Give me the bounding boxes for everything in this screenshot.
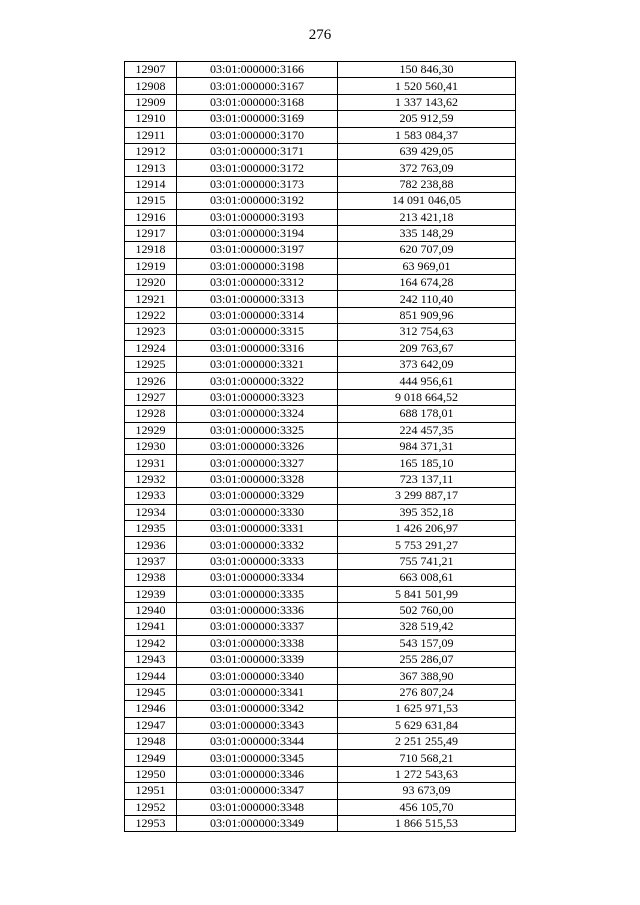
row-number-cell: 12920 [125, 275, 177, 291]
row-number-cell: 12937 [125, 553, 177, 569]
table-row [125, 701, 516, 717]
cadastral-number-cell: 03:01:000000:3192 [177, 193, 338, 209]
cadastral-value-cell: 755 741,21 [338, 553, 516, 569]
row-number-cell: 12919 [125, 258, 177, 274]
table-row [125, 340, 516, 356]
cadastral-value-cell: 710 568,21 [338, 750, 516, 766]
row-number-cell: 12936 [125, 537, 177, 553]
cadastral-value-cell: 372 763,09 [338, 160, 516, 176]
cadastral-value-cell: 276 807,24 [338, 684, 516, 700]
table-row [125, 815, 516, 831]
row-number-cell: 12914 [125, 176, 177, 192]
cadastral-number-cell: 03:01:000000:3197 [177, 242, 338, 258]
cadastral-number-cell: 03:01:000000:3337 [177, 619, 338, 635]
row-number-cell: 12928 [125, 406, 177, 422]
table-row [125, 668, 516, 684]
cadastral-number-cell: 03:01:000000:3170 [177, 127, 338, 143]
table-row [125, 717, 516, 733]
cadastral-value-cell: 1 426 206,97 [338, 520, 516, 536]
table-row [125, 520, 516, 536]
cadastral-value-cell: 1 520 560,41 [338, 78, 516, 94]
cadastral-number-cell: 03:01:000000:3343 [177, 717, 338, 733]
table-row [125, 488, 516, 504]
cadastral-number-cell: 03:01:000000:3314 [177, 307, 338, 323]
cadastral-value-cell: 9 018 664,52 [338, 389, 516, 405]
table-row [125, 209, 516, 225]
table-row [125, 553, 516, 569]
cadastral-value-cell: 688 178,01 [338, 406, 516, 422]
row-number-cell: 12909 [125, 94, 177, 110]
cadastral-number-cell: 03:01:000000:3313 [177, 291, 338, 307]
cadastral-number-cell: 03:01:000000:3346 [177, 766, 338, 782]
row-number-cell: 12922 [125, 307, 177, 323]
table-row [125, 324, 516, 340]
row-number-cell: 12930 [125, 438, 177, 454]
row-number-cell: 12921 [125, 291, 177, 307]
table-row [125, 94, 516, 110]
cadastral-value-cell: 782 238,88 [338, 176, 516, 192]
cadastral-number-cell: 03:01:000000:3194 [177, 225, 338, 241]
row-number-cell: 12951 [125, 783, 177, 799]
row-number-cell: 12927 [125, 389, 177, 405]
cadastral-value-cell: 851 909,96 [338, 307, 516, 323]
table-row [125, 225, 516, 241]
cadastral-value-table [124, 61, 516, 832]
cadastral-value-cell: 543 157,09 [338, 635, 516, 651]
cadastral-value-cell: 1 272 543,63 [338, 766, 516, 782]
cadastral-number-cell: 03:01:000000:3342 [177, 701, 338, 717]
row-number-cell: 12929 [125, 422, 177, 438]
cadastral-value-cell: 213 421,18 [338, 209, 516, 225]
cadastral-number-cell: 03:01:000000:3329 [177, 488, 338, 504]
cadastral-number-cell: 03:01:000000:3193 [177, 209, 338, 225]
row-number-cell: 12948 [125, 734, 177, 750]
table-row [125, 750, 516, 766]
cadastral-number-cell: 03:01:000000:3338 [177, 635, 338, 651]
cadastral-value-cell: 242 110,40 [338, 291, 516, 307]
row-number-cell: 12953 [125, 815, 177, 831]
row-number-cell: 12934 [125, 504, 177, 520]
page-number: 276 [308, 27, 332, 43]
row-number-cell: 12917 [125, 225, 177, 241]
cadastral-number-cell: 03:01:000000:3316 [177, 340, 338, 356]
cadastral-number-cell: 03:01:000000:3340 [177, 668, 338, 684]
row-number-cell: 12932 [125, 471, 177, 487]
cadastral-number-cell: 03:01:000000:3336 [177, 602, 338, 618]
cadastral-number-cell: 03:01:000000:3344 [177, 734, 338, 750]
row-number-cell: 12916 [125, 209, 177, 225]
cadastral-number-cell: 03:01:000000:3172 [177, 160, 338, 176]
cadastral-value-cell: 63 969,01 [338, 258, 516, 274]
cadastral-number-cell: 03:01:000000:3333 [177, 553, 338, 569]
row-number-cell: 12935 [125, 520, 177, 536]
cadastral-number-cell: 03:01:000000:3345 [177, 750, 338, 766]
cadastral-number-cell: 03:01:000000:3330 [177, 504, 338, 520]
table-row [125, 537, 516, 553]
table-row [125, 504, 516, 520]
cadastral-value-cell: 5 753 291,27 [338, 537, 516, 553]
table-row [125, 78, 516, 94]
table-row [125, 127, 516, 143]
row-number-cell: 12907 [125, 62, 177, 78]
cadastral-number-cell: 03:01:000000:3167 [177, 78, 338, 94]
cadastral-number-cell: 03:01:000000:3349 [177, 815, 338, 831]
cadastral-number-cell: 03:01:000000:3339 [177, 652, 338, 668]
row-number-cell: 12947 [125, 717, 177, 733]
cadastral-value-cell: 164 674,28 [338, 275, 516, 291]
cadastral-value-cell: 444 956,61 [338, 373, 516, 389]
cadastral-number-cell: 03:01:000000:3332 [177, 537, 338, 553]
cadastral-value-cell: 150 846,30 [338, 62, 516, 78]
table-row [125, 143, 516, 159]
table-row [125, 783, 516, 799]
row-number-cell: 12915 [125, 193, 177, 209]
cadastral-number-cell: 03:01:000000:3312 [177, 275, 338, 291]
row-number-cell: 12924 [125, 340, 177, 356]
cadastral-number-cell: 03:01:000000:3171 [177, 143, 338, 159]
cadastral-value-cell: 165 185,10 [338, 455, 516, 471]
cadastral-number-cell: 03:01:000000:3166 [177, 62, 338, 78]
cadastral-number-cell: 03:01:000000:3335 [177, 586, 338, 602]
row-number-cell: 12939 [125, 586, 177, 602]
cadastral-value-cell: 502 760,00 [338, 602, 516, 618]
row-number-cell: 12925 [125, 357, 177, 373]
row-number-cell: 12952 [125, 799, 177, 815]
cadastral-value-cell: 205 912,59 [338, 111, 516, 127]
table-row [125, 193, 516, 209]
cadastral-number-cell: 03:01:000000:3348 [177, 799, 338, 815]
row-number-cell: 12940 [125, 602, 177, 618]
table-row [125, 176, 516, 192]
table-row [125, 438, 516, 454]
row-number-cell: 12942 [125, 635, 177, 651]
table-row [125, 275, 516, 291]
cadastral-value-cell: 639 429,05 [338, 143, 516, 159]
cadastral-number-cell: 03:01:000000:3327 [177, 455, 338, 471]
table-row [125, 62, 516, 78]
cadastral-number-cell: 03:01:000000:3168 [177, 94, 338, 110]
cadastral-value-cell: 255 286,07 [338, 652, 516, 668]
row-number-cell: 12950 [125, 766, 177, 782]
table-row [125, 357, 516, 373]
table-row [125, 258, 516, 274]
row-number-cell: 12913 [125, 160, 177, 176]
cadastral-value-cell: 395 352,18 [338, 504, 516, 520]
row-number-cell: 12908 [125, 78, 177, 94]
cadastral-value-cell: 5 629 631,84 [338, 717, 516, 733]
table-row [125, 652, 516, 668]
table-row [125, 471, 516, 487]
cadastral-number-cell: 03:01:000000:3315 [177, 324, 338, 340]
table-row [125, 799, 516, 815]
table-row [125, 389, 516, 405]
cadastral-value-cell: 1 866 515,53 [338, 815, 516, 831]
table-row [125, 455, 516, 471]
row-number-cell: 12949 [125, 750, 177, 766]
cadastral-value-cell: 335 148,29 [338, 225, 516, 241]
table-row [125, 406, 516, 422]
table-row [125, 734, 516, 750]
row-number-cell: 12910 [125, 111, 177, 127]
cadastral-number-cell: 03:01:000000:3334 [177, 570, 338, 586]
cadastral-value-cell: 93 673,09 [338, 783, 516, 799]
cadastral-value-cell: 3 299 887,17 [338, 488, 516, 504]
cadastral-value-cell: 312 754,63 [338, 324, 516, 340]
cadastral-value-cell: 367 388,90 [338, 668, 516, 684]
table-row [125, 602, 516, 618]
cadastral-number-cell: 03:01:000000:3169 [177, 111, 338, 127]
row-number-cell: 12912 [125, 143, 177, 159]
table-row [125, 570, 516, 586]
row-number-cell: 12918 [125, 242, 177, 258]
cadastral-value-cell: 984 371,31 [338, 438, 516, 454]
cadastral-number-cell: 03:01:000000:3325 [177, 422, 338, 438]
cadastral-number-cell: 03:01:000000:3347 [177, 783, 338, 799]
cadastral-value-cell: 1 337 143,62 [338, 94, 516, 110]
row-number-cell: 12938 [125, 570, 177, 586]
cadastral-number-cell: 03:01:000000:3173 [177, 176, 338, 192]
row-number-cell: 12931 [125, 455, 177, 471]
cadastral-value-cell: 723 137,11 [338, 471, 516, 487]
cadastral-number-cell: 03:01:000000:3328 [177, 471, 338, 487]
cadastral-value-cell: 663 008,61 [338, 570, 516, 586]
row-number-cell: 12945 [125, 684, 177, 700]
row-number-cell: 12933 [125, 488, 177, 504]
table-row [125, 422, 516, 438]
cadastral-value-cell: 224 457,35 [338, 422, 516, 438]
cadastral-value-cell: 209 763,67 [338, 340, 516, 356]
cadastral-value-cell: 5 841 501,99 [338, 586, 516, 602]
table-row [125, 291, 516, 307]
cadastral-number-cell: 03:01:000000:3326 [177, 438, 338, 454]
table-row [125, 619, 516, 635]
table-row [125, 373, 516, 389]
row-number-cell: 12911 [125, 127, 177, 143]
table-row [125, 111, 516, 127]
cadastral-number-cell: 03:01:000000:3198 [177, 258, 338, 274]
cadastral-value-cell: 620 707,09 [338, 242, 516, 258]
row-number-cell: 12946 [125, 701, 177, 717]
row-number-cell: 12944 [125, 668, 177, 684]
cadastral-number-cell: 03:01:000000:3322 [177, 373, 338, 389]
table-row [125, 242, 516, 258]
cadastral-number-cell: 03:01:000000:3323 [177, 389, 338, 405]
table-body [125, 62, 516, 832]
cadastral-value-cell: 14 091 046,05 [338, 193, 516, 209]
cadastral-number-cell: 03:01:000000:3324 [177, 406, 338, 422]
cadastral-value-cell: 328 519,42 [338, 619, 516, 635]
table-row [125, 684, 516, 700]
cadastral-number-cell: 03:01:000000:3341 [177, 684, 338, 700]
table-row [125, 160, 516, 176]
cadastral-number-cell: 03:01:000000:3321 [177, 357, 338, 373]
cadastral-value-cell: 373 642,09 [338, 357, 516, 373]
row-number-cell: 12943 [125, 652, 177, 668]
row-number-cell: 12941 [125, 619, 177, 635]
row-number-cell: 12926 [125, 373, 177, 389]
cadastral-number-cell: 03:01:000000:3331 [177, 520, 338, 536]
table-row [125, 635, 516, 651]
cadastral-value-cell: 2 251 255,49 [338, 734, 516, 750]
table-row [125, 586, 516, 602]
row-number-cell: 12923 [125, 324, 177, 340]
table-row [125, 307, 516, 323]
cadastral-value-cell: 1 625 971,53 [338, 701, 516, 717]
table-row [125, 766, 516, 782]
cadastral-value-cell: 1 583 084,37 [338, 127, 516, 143]
cadastral-value-cell: 456 105,70 [338, 799, 516, 815]
